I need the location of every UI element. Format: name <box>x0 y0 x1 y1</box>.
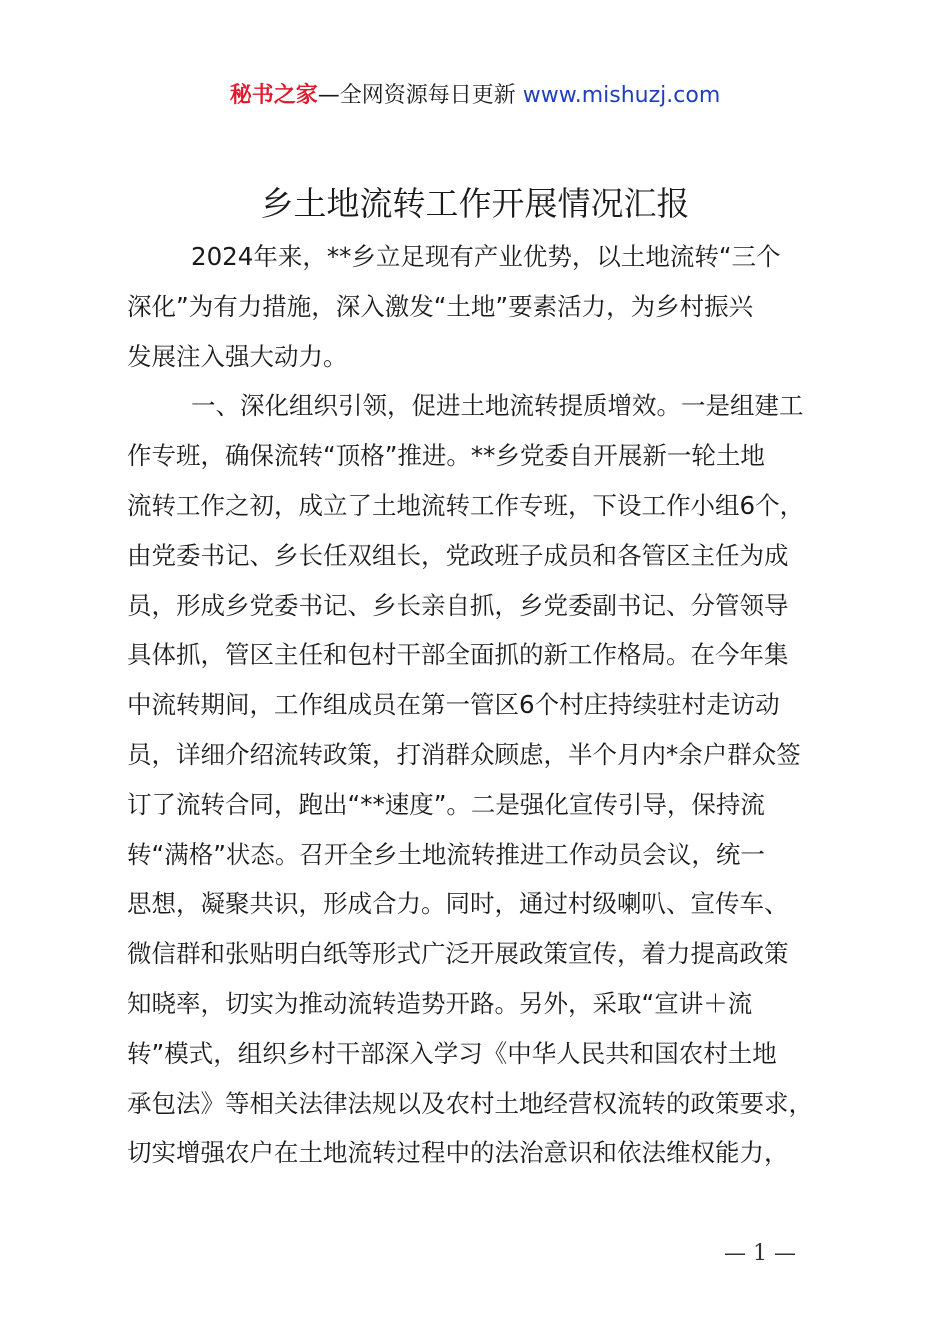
header-tagline: —全网资源每日更新 <box>317 83 516 108</box>
document-title: 乡土地流转工作开展情况汇报 <box>260 184 690 223</box>
body-line: 知晓率，切实为推动流转造势开路。另外，采取“宣讲＋流 <box>127 988 753 1018</box>
body-line: 流转工作之初，成立了土地流转工作专班，下设工作小组6个， <box>127 490 805 520</box>
body-line: 订了流转合同，跑出“**速度”。二是强化宣传引导，保持流 <box>127 789 765 819</box>
body-line: 一、深化组织引领，促进土地流转提质增效。一是组建工 <box>191 391 804 421</box>
body-line: 转“满格”状态。召开全乡土地流转推进工作动员会议，统一 <box>127 839 765 869</box>
body-line: 具体抓，管区主任和包村干部全面抓的新工作格局。在今年集 <box>127 640 789 670</box>
body-line: 承包法》等相关法律法规以及农村土地经营权流转的政策要求， <box>127 1088 813 1118</box>
body-line: 中流转期间，工作组成员在第一管区6个村庄持续驻村走访动 <box>127 690 780 720</box>
body-line: 思想，凝聚共识，形成合力。同时，通过村级喇叭、宣传车、 <box>127 889 789 919</box>
body-line: 微信群和张贴明白纸等形式广泛开展政策宣传，着力提高政策 <box>127 939 789 969</box>
site-url-link[interactable]: www.mishuzj.com <box>522 83 721 108</box>
site-header <box>0 80 950 112</box>
document-body <box>127 232 839 1178</box>
body-line: 员，详细介绍流转政策，打消群众顾虑，半个月内*余户群众签 <box>127 739 801 769</box>
body-line: 转”模式，组织乡村干部深入学习《中华人民共和国农村土地 <box>127 1038 777 1068</box>
body-line: 由党委书记、乡长任双组长，党政班子成员和各管区主任为成 <box>127 540 789 570</box>
body-line: 2024年来，**乡立足现有产业优势，以土地流转“三个 <box>191 242 781 271</box>
brand-name: 秘书之家 <box>229 83 318 108</box>
body-line: 切实增强农户在土地流转过程中的法治意识和依法维权能力， <box>127 1138 789 1168</box>
body-line: 作专班，确保流转“顶格”推进。**乡党委自开展新一轮土地 <box>127 441 765 471</box>
body-line: 员，形成乡党委书记、乡长亲自抓，乡党委副书记、分管领导 <box>127 590 789 620</box>
body-line: 深化”为有力措施，深入激发“土地”要素活力，为乡村振兴 <box>127 291 754 321</box>
page-number: — 1 — <box>724 1241 796 1266</box>
body-line: 发展注入强大动力。 <box>127 341 348 371</box>
